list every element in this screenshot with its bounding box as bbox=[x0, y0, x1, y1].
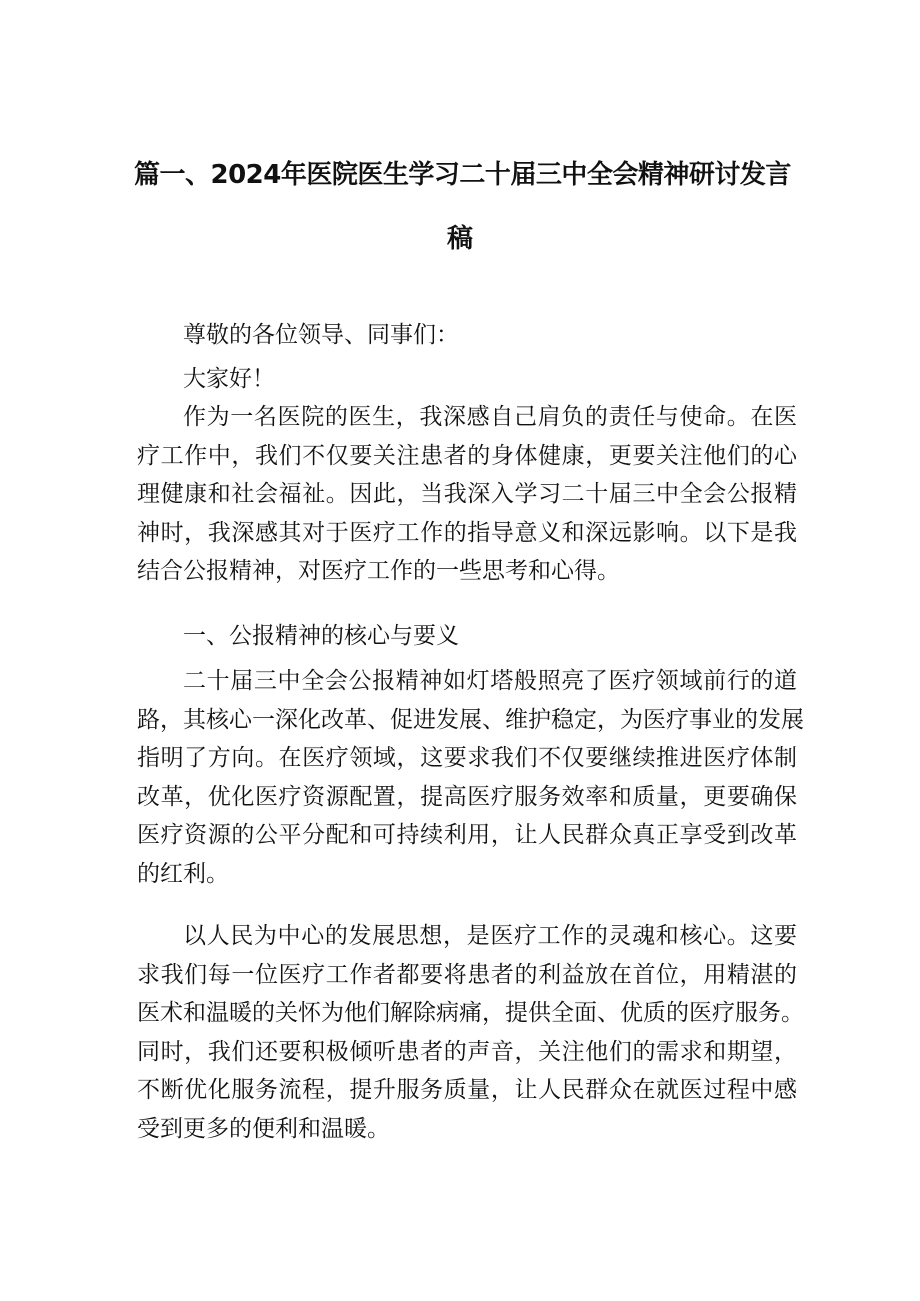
paragraph-line: 结合公报精神，对医疗工作的一些思考和心得。 bbox=[137, 558, 620, 584]
paragraph-line: 理健康和社会福祉。因此，当我深入学习二十届三中全会公报精 bbox=[137, 481, 797, 507]
paragraph-line: 受到更多的便利和温暖。 bbox=[137, 1115, 390, 1142]
paragraph-line: 的红利。 bbox=[137, 860, 229, 887]
paragraph-3 bbox=[137, 917, 804, 1148]
document-title-line-2: 稿 bbox=[447, 224, 473, 254]
paragraph-line: 同时，我们还要积极倾听患者的声音，关注他们的需求和期望， bbox=[137, 1038, 797, 1065]
paragraph-line: 求我们每一位医疗工作者都要将患者的利益放在首位，用精湛的 bbox=[137, 961, 797, 988]
paragraph-line: 指明了方向。在医疗领域，这要求我们不仅要继续推进医疗体制 bbox=[137, 745, 797, 771]
paragraph-line: 作为一名医院的医生，我深感自己肩负的责任与使命。在医 bbox=[183, 404, 797, 430]
paragraph-line: 路，其核心一深化改革、促进发展、维护稳定，为医疗事业的发展 bbox=[137, 706, 804, 733]
section-heading-1: 一、公报精神的核心与要义 bbox=[183, 623, 459, 649]
paragraph-line: 医疗资源的公平分配和可持续利用，让人民群众真正享受到改革 bbox=[137, 822, 797, 848]
document-title-line-1: 篇一、2024年医院医生学习二十届三中全会精神研讨发言 bbox=[134, 160, 791, 190]
paragraph-line: 改革，优化医疗资源配置，提高医疗服务效率和质量，更要确保 bbox=[137, 783, 797, 810]
paragraph-line: 神时，我深感其对于医疗工作的指导意义和深远影响。以下是我 bbox=[137, 519, 797, 546]
paragraph-line: 不断优化服务流程，提升服务质量，让人民群众在就医过程中感 bbox=[137, 1077, 797, 1103]
paragraph-1 bbox=[137, 398, 797, 591]
greeting: 大家好！ bbox=[183, 366, 275, 392]
paragraph-line: 二十届三中全会公报精神如灯塔般照亮了医疗领域前行的道 bbox=[183, 668, 797, 694]
paragraph-line: 疗工作中，我们不仅要关注患者的身体健康，更要关注他们的心 bbox=[137, 442, 797, 469]
paragraph-line: 以人民为中心的发展思想，是医疗工作的灵魂和核心。这要 bbox=[183, 923, 797, 949]
paragraph-2 bbox=[137, 662, 804, 893]
salutation: 尊敬的各位领导、同事们： bbox=[183, 322, 459, 348]
paragraph-line: 医术和温暖的关怀为他们解除病痛，提供全面、优质的医疗服务。 bbox=[137, 1000, 804, 1026]
